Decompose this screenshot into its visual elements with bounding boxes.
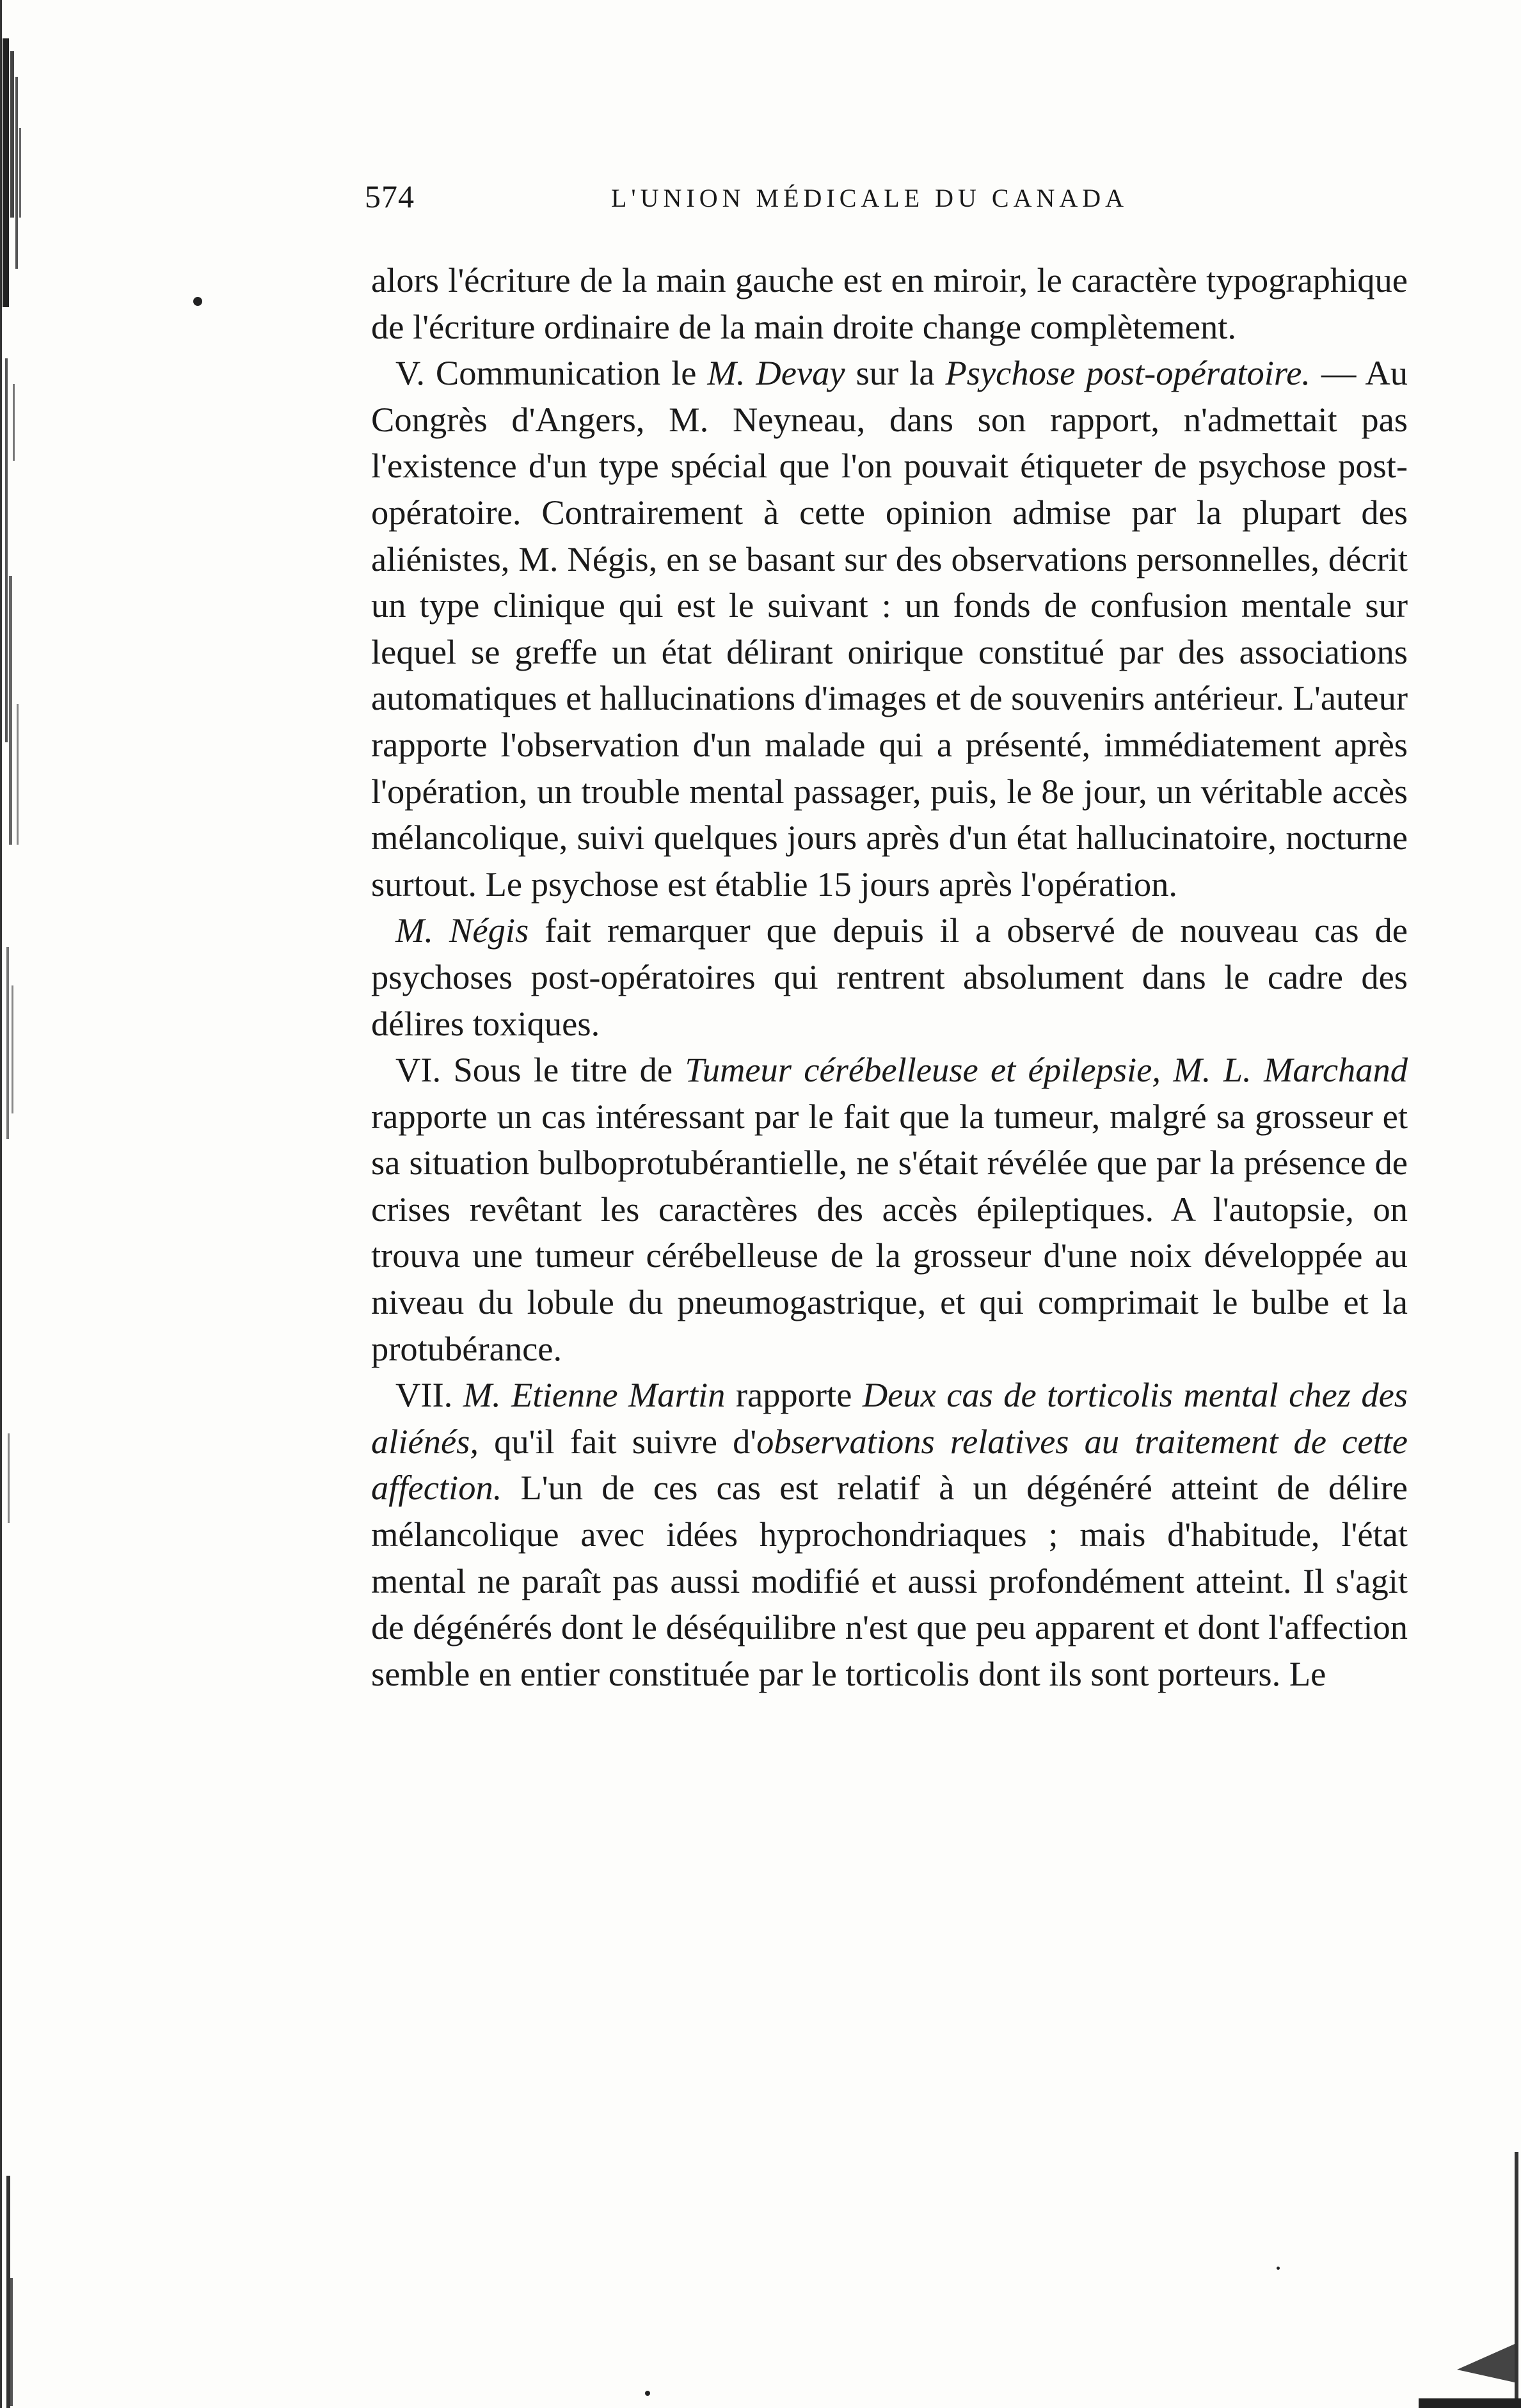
text-run: sur la	[845, 353, 946, 393]
text-run: qu'il fait suivre d'	[479, 1421, 757, 1461]
author-name: M. Négis	[395, 911, 529, 950]
page-number: 574	[365, 179, 415, 214]
section-lead: VII.	[395, 1375, 463, 1415]
ink-speck	[1277, 2267, 1280, 2270]
text-run: L'un de ces cas est relatif à un dégénéré atteint de délire mélancolique avec idées hyprochondriaques ; mais d'habitude, l'état mental ne paraît pas aussi modifié et aussi profondément atteint. Il s'agit de dégénérés dont le déséquilibre n'est que peu apparent et dont l'affection semble en entier constituée par le torticolis dont ils sont porteurs. Le	[371, 1468, 1408, 1693]
running-title: L'UNION MÉDICALE DU CANADA	[611, 184, 1129, 212]
page-header	[365, 178, 1414, 216]
author-name: M. Devay	[707, 353, 845, 393]
communication-title: Psychose post-opératoire.	[945, 353, 1310, 393]
body-text	[371, 257, 1408, 1697]
communication-title: observations relatives au traitement de cette affection.	[371, 1421, 1408, 1508]
scan-edge-bottom-right	[1419, 2152, 1521, 2408]
ink-speck	[193, 297, 202, 306]
paragraph-section-v	[371, 350, 1408, 907]
section-lead: VI. Sous le titre de	[395, 1050, 685, 1090]
scan-edge-left	[0, 0, 51, 2408]
text-run: rapporte un cas intéressant par le fait que la tumeur, malgré sa grosseur et sa situation bulboprotubérantielle, ne s'était révélée que par la présence de crises revêtant les caractères des accès épileptiques. A l'autopsie, on trouva une tumeur cérébelleuse de la grosseur d'une noix développée au niveau du lobule du pneumogastrique, et qui comprimait le bulbe et la protubérance.	[371, 1096, 1408, 1368]
communication-title: Deux cas de torticolis mental chez des aliénés,	[371, 1375, 1408, 1461]
text-run: rapporte	[725, 1375, 863, 1415]
text-run: — Au Congrès d'Angers, M. Neyneau, dans son rapport, n'admettait pas l'existence d'un type spécial que l'on pouvait étiqueter de psychose post-opératoire. Contrairement à cette opinion admise par la plupart des aliénistes, M. Négis, en se basant sur des observations personnelles, décrit un type clinique qui est le suivant : un fonds de confusion mentale sur lequel se greffe un état délirant onirique constitué par des associations automatiques et hallucinations d'images et de souvenirs antérieur. L'auteur rapporte l'observation d'un malade qui a présenté, immédiatement après l'opération, un trouble mental passager, puis, le 8e jour, un véritable accès mélancolique, suivi quelques jours après d'un état hallucinatoire, nocturne surtout. Le psychose est établie 15 jours après l'opération.	[371, 353, 1408, 904]
ink-speck	[645, 2391, 650, 2396]
author-name: M. Etienne Martin	[463, 1375, 726, 1415]
text-run: fait remarquer que depuis il a observé de nouveau cas de psychoses post-opératoires qui rentrent absolument dans le cadre des délires toxiques.	[371, 911, 1408, 1043]
paragraph: alors l'écriture de la main gauche est en miroir, le caractère typographique de l'écriture ordinaire de la main droite change complètement.	[371, 260, 1408, 346]
paragraph-section-vii	[371, 1372, 1408, 1697]
section-lead: V. Communication le	[395, 353, 708, 393]
paragraph	[371, 907, 1408, 1047]
paragraph-section-vi	[371, 1047, 1408, 1372]
communication-title: Tumeur cérébelleuse et épilepsie, M. L. Marchand	[685, 1050, 1408, 1090]
